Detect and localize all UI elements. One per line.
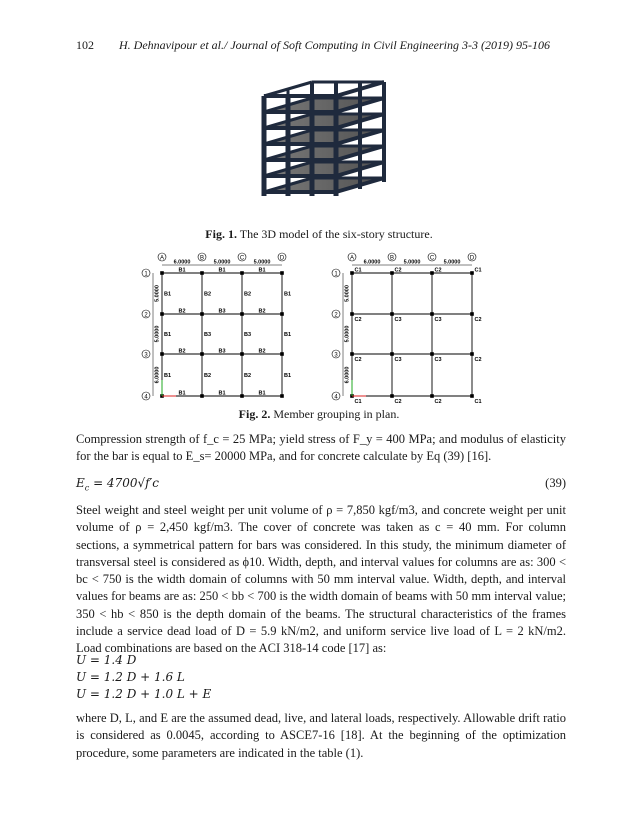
journal-reference: H. Dehnavipour et al./ Journal of Soft Computing in Civil Engineering 3-3 (2019) 95-106	[119, 38, 550, 52]
column-node	[160, 271, 164, 275]
span-dimension: 6.0000	[344, 366, 351, 384]
grid-number: 3	[144, 352, 148, 359]
load-combinations	[76, 653, 566, 704]
grid-letter: A	[159, 255, 165, 262]
span-dimension: 5.0000	[344, 325, 351, 343]
column-node	[350, 271, 354, 275]
beam-label: B2	[178, 308, 186, 315]
paragraph-design-domains	[76, 502, 566, 658]
beam-label: B2	[244, 373, 252, 379]
span-dimension: 5.0000	[344, 285, 351, 302]
paragraph-material-properties	[76, 431, 566, 466]
column-label: C2	[354, 357, 362, 363]
combo-3: U = 1.2 D + 1.0 L + E	[76, 687, 212, 701]
figure-1-label: Fig. 1.	[205, 227, 237, 241]
combo-1: U = 1.4 D	[76, 653, 137, 667]
beam-label: B2	[204, 291, 212, 298]
column-node	[470, 312, 474, 316]
span-dimension: 5.0000	[403, 259, 421, 266]
span-dimension: 6.0000	[363, 259, 381, 266]
beam-label: B2	[204, 373, 212, 379]
para1-text: Compression strength of f_c = 25 MPa; yield stress of F_y = 400 MPa; and modulus of elasticity for the bar is equal to E_s= 20000 MPa, and for concrete calculate by Eq (39) [16].	[76, 432, 566, 464]
beam-label: B1	[218, 267, 226, 274]
eq39-number: (39)	[545, 476, 566, 490]
span-dimension: 6.0000	[173, 259, 191, 266]
beam-label: B3	[244, 332, 252, 338]
beam-label: B1	[258, 390, 266, 397]
column-node	[390, 271, 394, 275]
grid-number: 2	[144, 312, 148, 319]
grid-letter: B	[199, 255, 205, 262]
span-dimension: 5.0000	[443, 259, 461, 266]
span-dimension: 5.0000	[253, 259, 271, 266]
column-label: C2	[394, 267, 402, 274]
column-node	[200, 394, 204, 398]
column-label: C3	[434, 357, 442, 363]
beam-label: B1	[218, 390, 226, 397]
figure-1-3d-model	[250, 78, 390, 218]
column-node	[280, 271, 284, 275]
column-node	[160, 312, 164, 316]
grid-number: 1	[334, 271, 338, 278]
span-dimension: 5.0000	[213, 259, 231, 266]
column-label: C2	[474, 317, 482, 323]
column-label: C2	[434, 267, 442, 274]
para2-text: Steel weight and steel weight per unit volume of ρ = 7,850 kgf/m3, and concrete weight per unit volume of ρ = 2,450 kgf/m3. The cover of concrete was taken as c = 40 mm. For column sections, a symmetrical pattern for bars was considered. In this study, the minimum diameter of transversal steel is considered as ϕ10. Width, depth, and interval values for columns are as: 300 < bc < 750 is the width domain of columns with 50 mm interval value. Width, depth, and interval values for beams are as: 250 < bb < 700 is the width domain of beams with 50 mm interval value; 350 < hb < 850 is the depth domain of the beams. The structural characteristics of the frames include a service dead load of D = 5.9 kN/m2, and uniform service live load of L = 2 kN/m2. Load combinations are based on the ACI 318-14 code [17] as:	[76, 503, 566, 656]
span-dimension: 5.0000	[154, 325, 161, 343]
column-node	[390, 312, 394, 316]
column-label: C2	[354, 317, 362, 323]
beam-label: B1	[178, 267, 186, 274]
beam-label: B1	[284, 373, 292, 379]
eq39-lhs: $E_c = 4700√f'c$	[76, 476, 160, 493]
column-node	[160, 352, 164, 356]
column-node	[390, 352, 394, 356]
beam-label: B1	[284, 291, 292, 298]
combo-2: U = 1.2 D + 1.6 L	[76, 670, 185, 684]
grid-letter: C	[429, 255, 435, 262]
column-label: C3	[394, 317, 402, 323]
column-node	[390, 394, 394, 398]
column-label: C1	[474, 267, 482, 274]
column-node	[200, 312, 204, 316]
span-dimension: 5.0000	[154, 285, 161, 302]
column-node	[430, 394, 434, 398]
column-node	[200, 271, 204, 275]
grid-number: 1	[144, 271, 148, 278]
beam-label: B1	[164, 291, 172, 298]
beam-label: B1	[284, 332, 292, 338]
column-node	[240, 352, 244, 356]
grid-letter: B	[389, 255, 395, 262]
column-label: C1	[474, 399, 482, 404]
column-node	[280, 352, 284, 356]
column-node	[430, 271, 434, 275]
beam-label: B2	[258, 308, 266, 315]
grid-letter: D	[279, 255, 285, 262]
equation-39	[76, 476, 566, 492]
beam-label: B2	[244, 291, 252, 298]
column-label: C1	[354, 399, 362, 404]
beam-label: B2	[258, 348, 266, 355]
grid-number: 2	[334, 312, 338, 319]
column-node	[280, 394, 284, 398]
column-label: C2	[474, 357, 482, 363]
beam-label: B3	[204, 332, 212, 338]
grid-letter: A	[349, 255, 355, 262]
grid-number: 3	[334, 352, 338, 359]
beam-label: B1	[178, 390, 186, 397]
figure-2-caption-text: Member grouping in plan.	[273, 407, 400, 421]
column-node	[240, 271, 244, 275]
column-label: C3	[394, 357, 402, 363]
column-label: C3	[434, 317, 442, 323]
beam-label: B1	[164, 373, 172, 379]
figure-2-label: Fig. 2.	[238, 407, 271, 421]
column-node	[200, 352, 204, 356]
para3-text: where D, L, and E are the assumed dead, live, and lateral loads, respectively. Allowable drift ratio is considered as 0.0045, according to ASCE7-16 [18]. At the beginning of the optimization procedure, some parameters are indicated in the table (1).	[76, 711, 566, 760]
column-node	[350, 312, 354, 316]
column-node	[430, 352, 434, 356]
paragraph-drift	[76, 710, 566, 762]
column-node	[240, 394, 244, 398]
figure-2-caption	[0, 407, 638, 422]
figure-1-caption	[0, 227, 638, 242]
column-node	[430, 312, 434, 316]
figure-1-caption-text: The 3D model of the six-story structure.	[239, 227, 433, 241]
beam-label: B2	[178, 348, 186, 355]
beam-label: B1	[164, 332, 172, 338]
column-node	[240, 312, 244, 316]
column-node	[470, 271, 474, 275]
beam-label: B1	[258, 267, 266, 274]
column-node	[470, 394, 474, 398]
page-number: 102	[76, 38, 94, 52]
running-header	[76, 38, 566, 53]
figure-2-beam-plan	[140, 252, 308, 404]
figure-2-column-plan	[330, 252, 498, 404]
grid-letter: C	[239, 255, 245, 262]
column-node	[350, 352, 354, 356]
grid-letter: D	[469, 255, 475, 262]
beam-label: B3	[218, 308, 226, 315]
column-label: C2	[434, 399, 442, 404]
grid-number: 4	[334, 394, 338, 401]
column-node	[470, 352, 474, 356]
column-label: C1	[354, 267, 362, 274]
column-node	[280, 312, 284, 316]
beam-label: B3	[218, 348, 226, 355]
span-dimension: 6.0000	[154, 366, 161, 384]
grid-number: 4	[144, 394, 148, 401]
column-label: C2	[394, 399, 402, 404]
